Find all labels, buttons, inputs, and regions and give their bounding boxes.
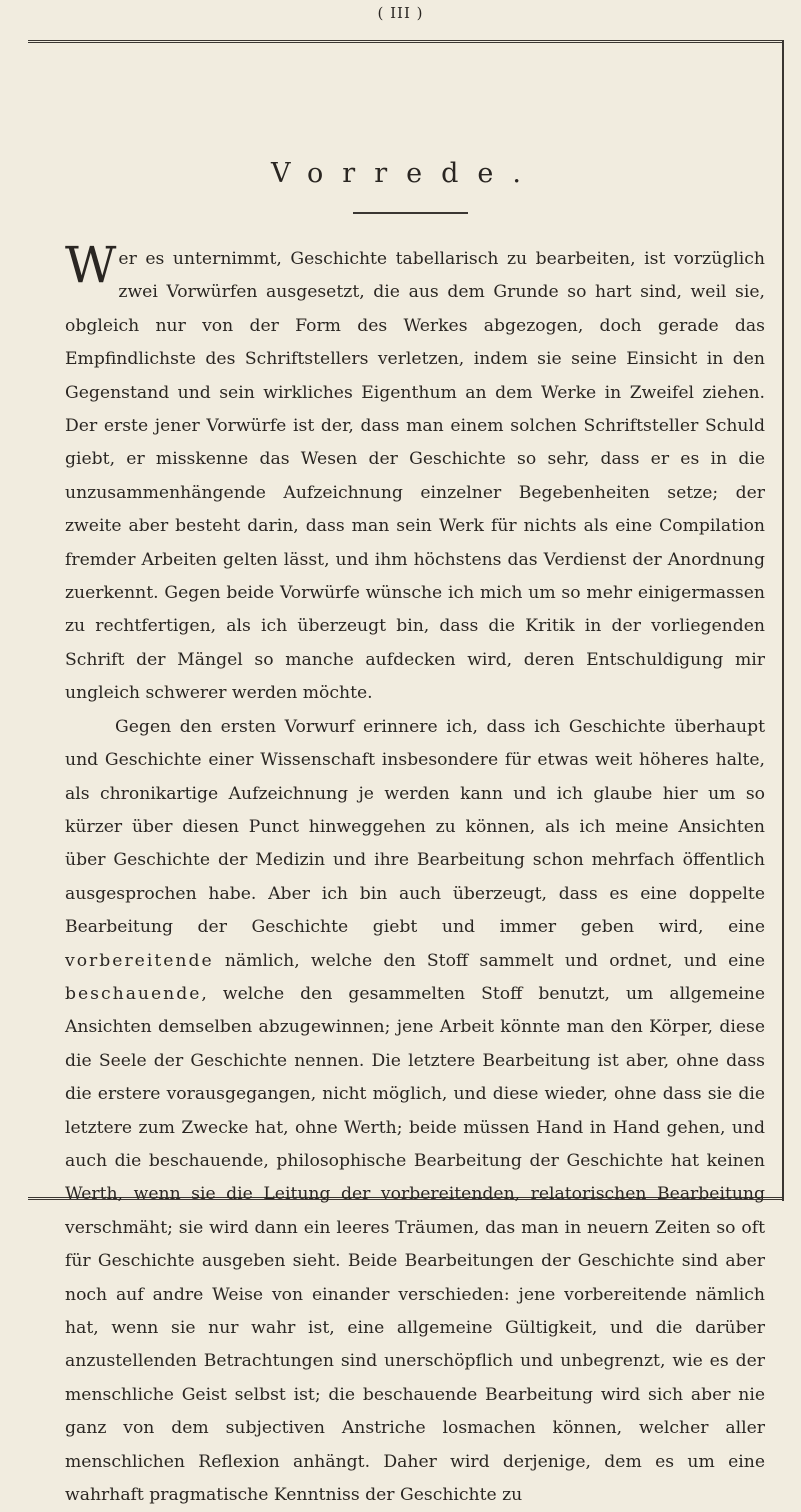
drop-cap: W [65,236,117,294]
body-text [65,236,765,1512]
paragraph-2-part-2: nämlich, welche den Stoff sammelt und ordnet, und eine [213,950,765,971]
frame-top-rule [28,40,784,43]
page-number: ( III ) [377,4,424,22]
term-vorbereitende: vorbereitende [65,950,214,971]
paragraph-2-part-1: Gegen den ersten Vorwurf erinnere ich, dass ich Geschichte überhaupt und Geschichte einer Wissenschaft insbesondere für etwas weit höheres halte, als chronikartige Aufzeichnung je werden kann und ich glaube hier um so kürzer über diesen Punct hinweggehen zu können, als ich meine Ansichten über Geschichte der Medizin und ihre Bearbeitung schon mehrfach öffentlich ausgesprochen habe. Aber ich bin auch überzeugt, dass es eine doppelte Bearbeitung der Geschichte giebt und immer geben wird, eine [65,716,765,938]
paragraph-2-part-3: , welche den gesammelten Stoff benutzt, um allgemeine Ansichten demselben abzugewinnen; jene Arbeit könnte man den Körper, diese die Seele der Geschichte nennen. Die letztere Bearbeitung ist aber, ohne dass die erstere vorausgegangen, nicht möglich, und diese wieder, ohne dass sie die letztere zum Zwecke hat, ohne Werth; beide müssen Hand in Hand gehen, und auch die beschauende, philosophische Bearbeitung der Geschichte hat keinen Werth, wenn sie die Leitung der vorbereitenden, relatorischen Bearbeitung verschmäht; sie wird dann ein leeres Träumen, das man in neuern Zeiten so oft für Geschichte ausgeben sieht. Beide Bearbeitungen der Geschichte sind aber noch auf andre Weise von einander verschieden: jene vorbereitende nämlich hat, wenn sie nur wahr ist, eine allgemeine Gültigkeit, und die darüber anzustellenden Betrachtungen sind unerschöpflich und unbegrenzt, wie es der menschliche Geist selbst ist; die beschauende Bearbeitung wird sich aber nie ganz von dem subjectiven Anstriche losmachen können, welcher aller menschlichen Reflexion anhängt. Daher wird derjenige, dem es um eine wahrhaft pragmatische Kenntniss der Geschichte zu [65,983,765,1506]
frame-right-rule [782,40,784,1201]
term-beschauende: beschauende [65,983,202,1004]
paragraph-1-text: er es unternimmt, Geschichte tabellarisch zu bearbeiten, ist vorzüglich zwei Vorwürfen ausgesetzt, die aus dem Grunde so hart sind, weil sie, obgleich nur von der Form des Werkes abgezogen, doch gerade das Empfindlichste des Schriftstellers verletzen, indem sie seine Einsicht in den Gegenstand und sein wirkliches Eigenthum an dem Werke in Zweifel ziehen. Der erste jener Vorwürfe ist der, dass man einem solchen Schriftsteller Schuld giebt, er misskenne das Wesen der Geschichte so sehr, dass er es in die unzusammenhängende Aufzeichnung einzelner Begebenheiten setze; der zweite aber besteht darin, dass man sein Werk für nichts als eine Compilation fremder Arbeiten gelten lässt, und ihm höchstens das Verdienst der Anordnung zuerkennt. Gegen beide Vorwürfe wünsche ich mich um so mehr einigermassen zu rechtfertigen, als ich überzeugt bin, dass die Kritik in der vorliegenden Schrift der Mängel so manche aufdecken wird, deren Entschuldigung mir ungleich schwerer werden möchte. [65,249,765,704]
heading-rule [353,212,468,214]
page-heading: Vorrede. [271,158,540,189]
paragraph-2 [65,711,765,1512]
paragraph-1 [65,236,765,711]
